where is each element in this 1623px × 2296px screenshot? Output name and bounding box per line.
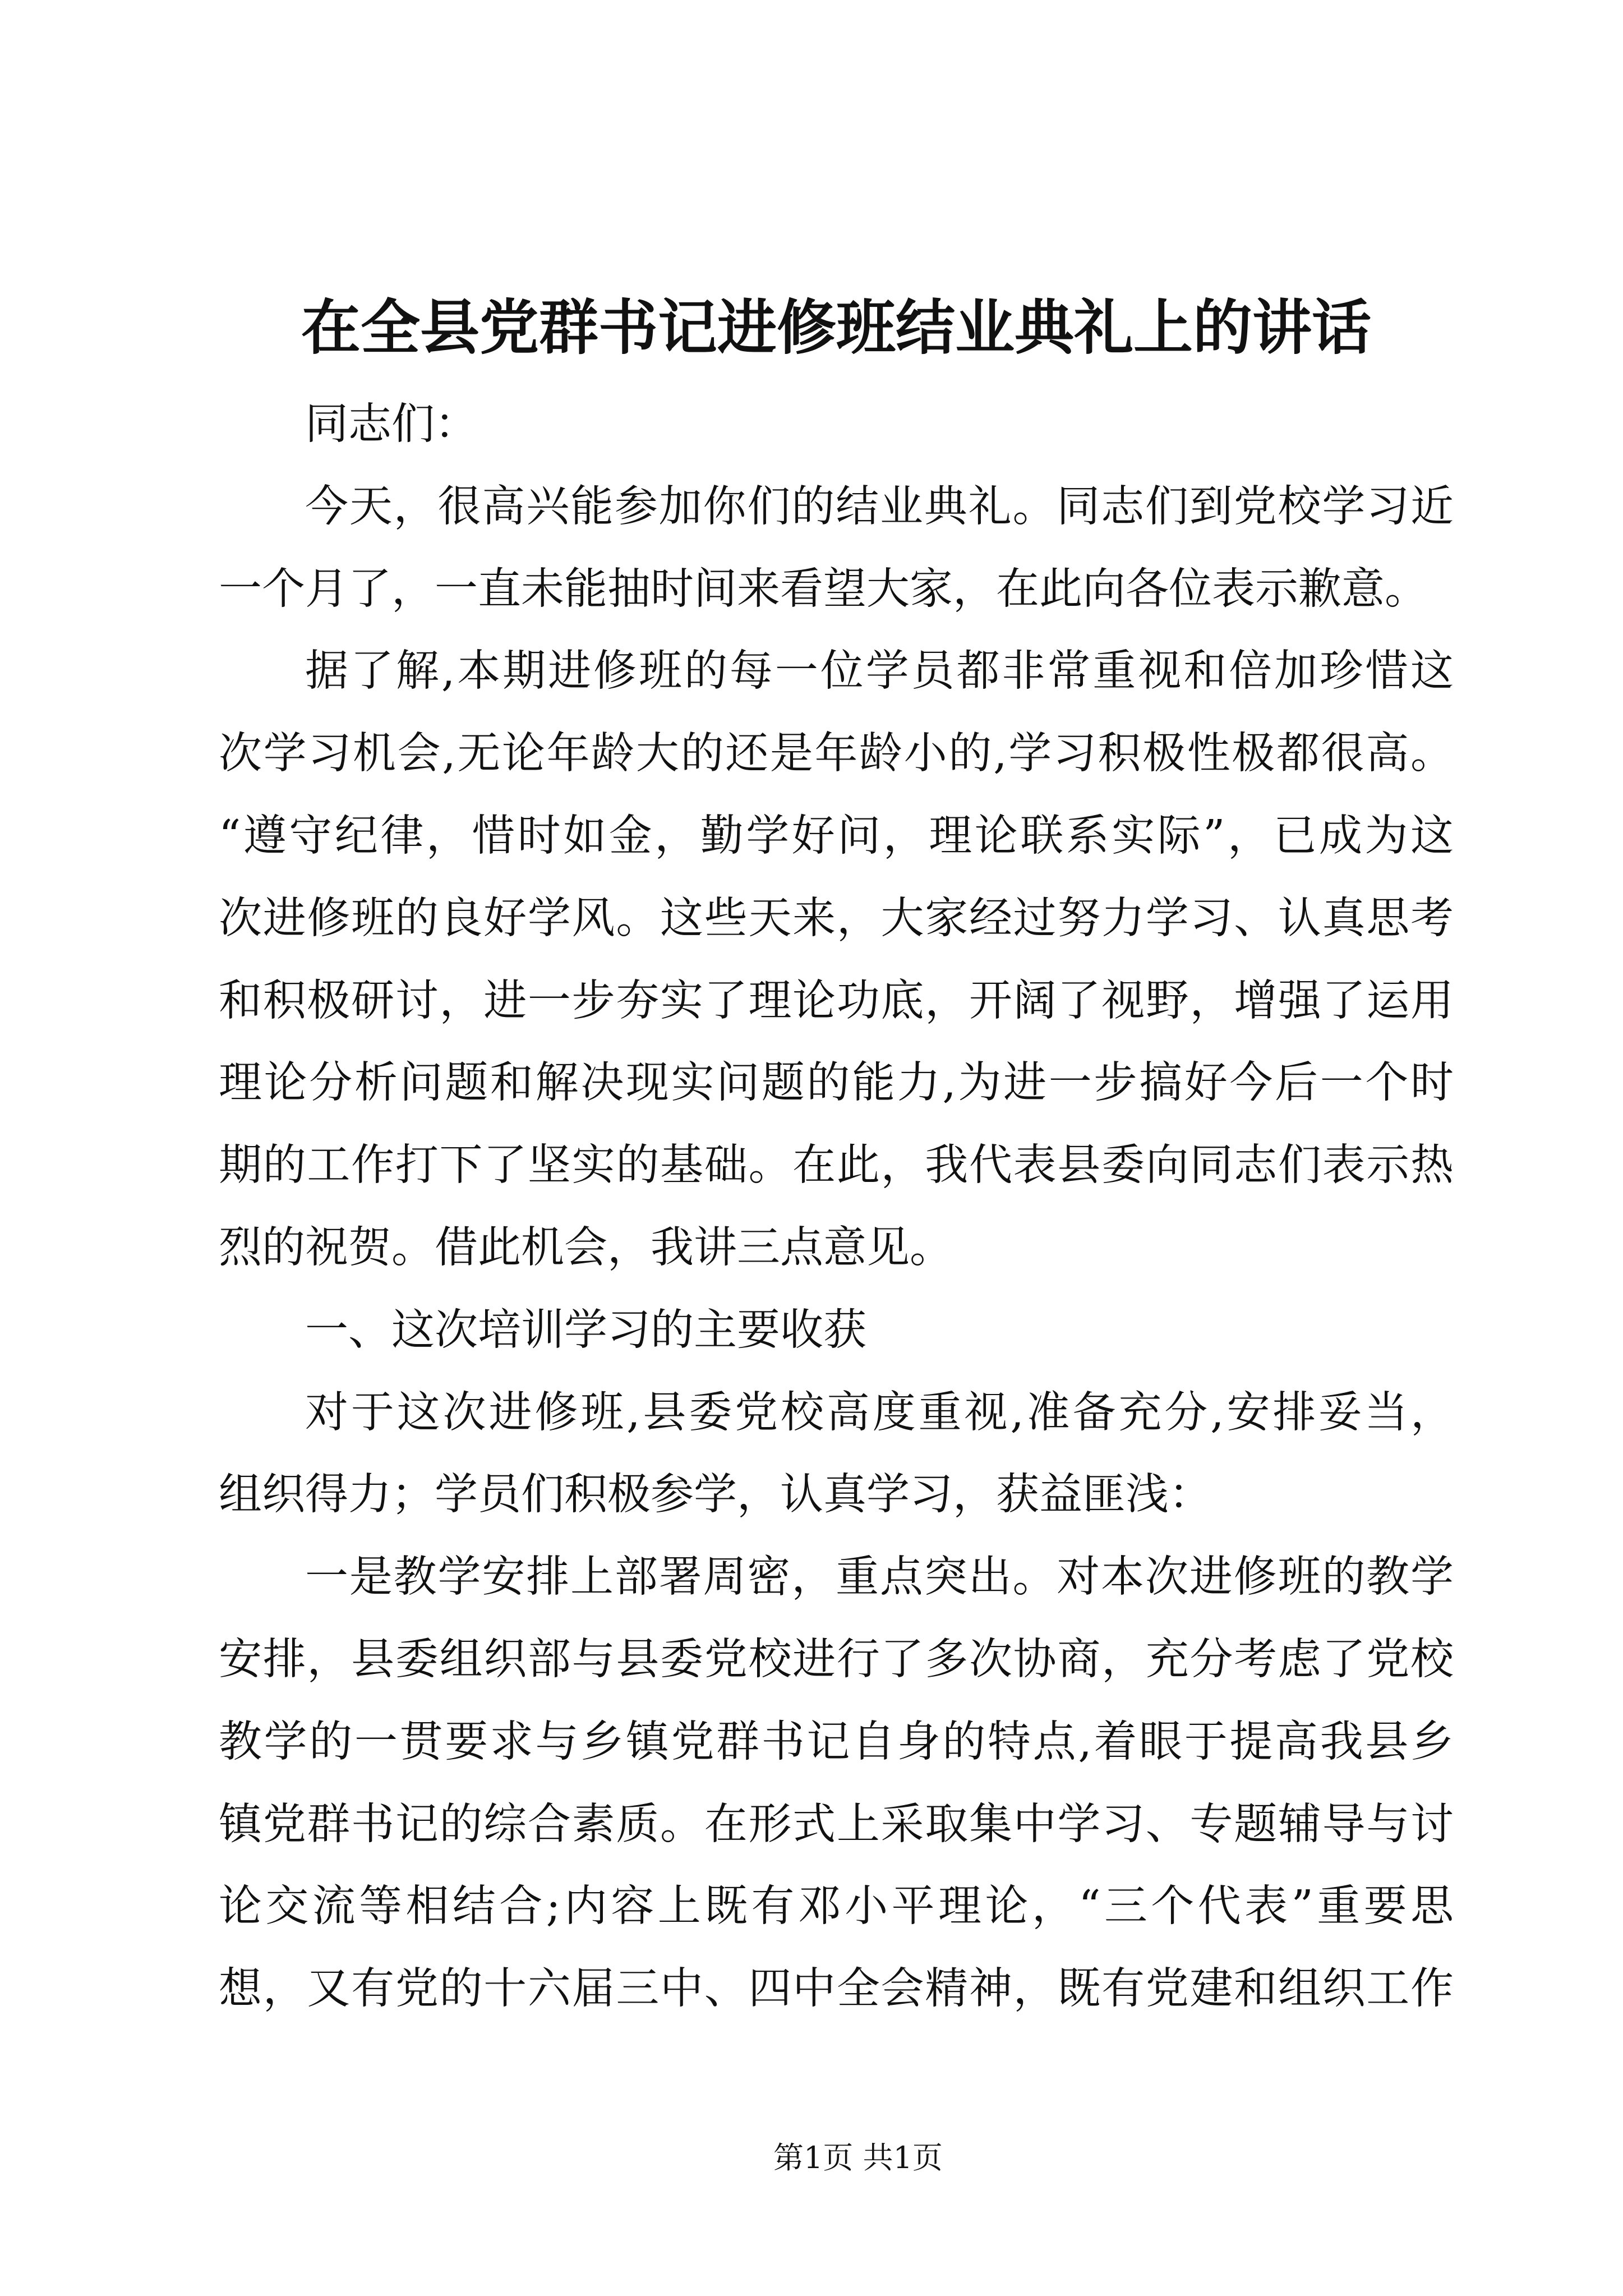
paragraph-opening <box>219 466 1454 631</box>
section-heading <box>219 1290 1454 1372</box>
paragraph-line: 和积极研讨，进一步夯实了理论功底，开阔了视野，增强了运用 <box>219 976 1454 1026</box>
document-title: 在全县党群书记进修班结业典礼上的讲话 <box>301 292 1371 362</box>
paragraph-line: 期的工作打下了坚实的基础。在此，我代表县委向同志们表示热 <box>219 1140 1454 1191</box>
paragraph-line: 一个月了，一直未能抽时间来看望大家，在此向各位表示歉意。 <box>219 564 1428 614</box>
paragraph-summary <box>219 1372 1454 1537</box>
paragraph-line: 今天，很高兴能参加你们的结业典礼。同志们到党校学习近 <box>305 481 1454 532</box>
paragraph-line: “遵守纪律，惜时如金，勤学好问，理论联系实际”，已成为这 <box>219 811 1454 861</box>
paragraph-line: 组织得力；学员们积极参学，认真学习，获益匪浅： <box>219 1470 1212 1520</box>
paragraph-salutation <box>219 384 1454 466</box>
paragraph-line: 论交流等相结合;内容上既有邓小平理论，“三个代表”重要思 <box>219 1881 1454 1932</box>
paragraph-line: 烈的祝贺。借此机会，我讲三点意见。 <box>219 1222 953 1273</box>
page-footer: 第1页 共1页 <box>773 2140 943 2175</box>
paragraph-line: 同志们： <box>305 399 478 449</box>
section-heading-line: 一、这次培训学习的主要收获 <box>305 1305 866 1355</box>
paragraph-point-one <box>219 1536 1454 2031</box>
paragraph-line: 理论分析问题和解决现实问题的能力,为进一步搞好今后一个时 <box>219 1058 1454 1108</box>
paragraph-line: 教学的一贯要求与乡镇党群书记自身的特点,着眼于提高我县乡 <box>219 1717 1454 1767</box>
paragraph-line: 次进修班的良好学风。这些天来，大家经过努力学习、认真思考 <box>219 893 1454 944</box>
paragraph-line: 想，又有党的十六届三中、四中全会精神，既有党建和组织工作 <box>219 1964 1454 2014</box>
document-body <box>219 384 1454 2031</box>
paragraph-line: 镇党群书记的综合素质。在形式上采取集中学习、专题辅导与讨 <box>219 1799 1454 1849</box>
paragraph-line: 一是教学安排上部署周密，重点突出。对本次进修班的教学 <box>305 1552 1454 1603</box>
paragraph-overview <box>219 631 1454 1289</box>
paragraph-line: 次学习机会,无论年龄大的还是年龄小的,学习积极性极都很高。 <box>219 729 1454 779</box>
paragraph-line: 安排，县委组织部与县委党校进行了多次协商，充分考虑了党校 <box>219 1634 1454 1685</box>
paragraph-line: 据了解,本期进修班的每一位学员都非常重视和倍加珍惜这 <box>305 646 1454 697</box>
paragraph-line: 对于这次进修班,县委党校高度重视,准备充分,安排妥当， <box>305 1387 1454 1438</box>
